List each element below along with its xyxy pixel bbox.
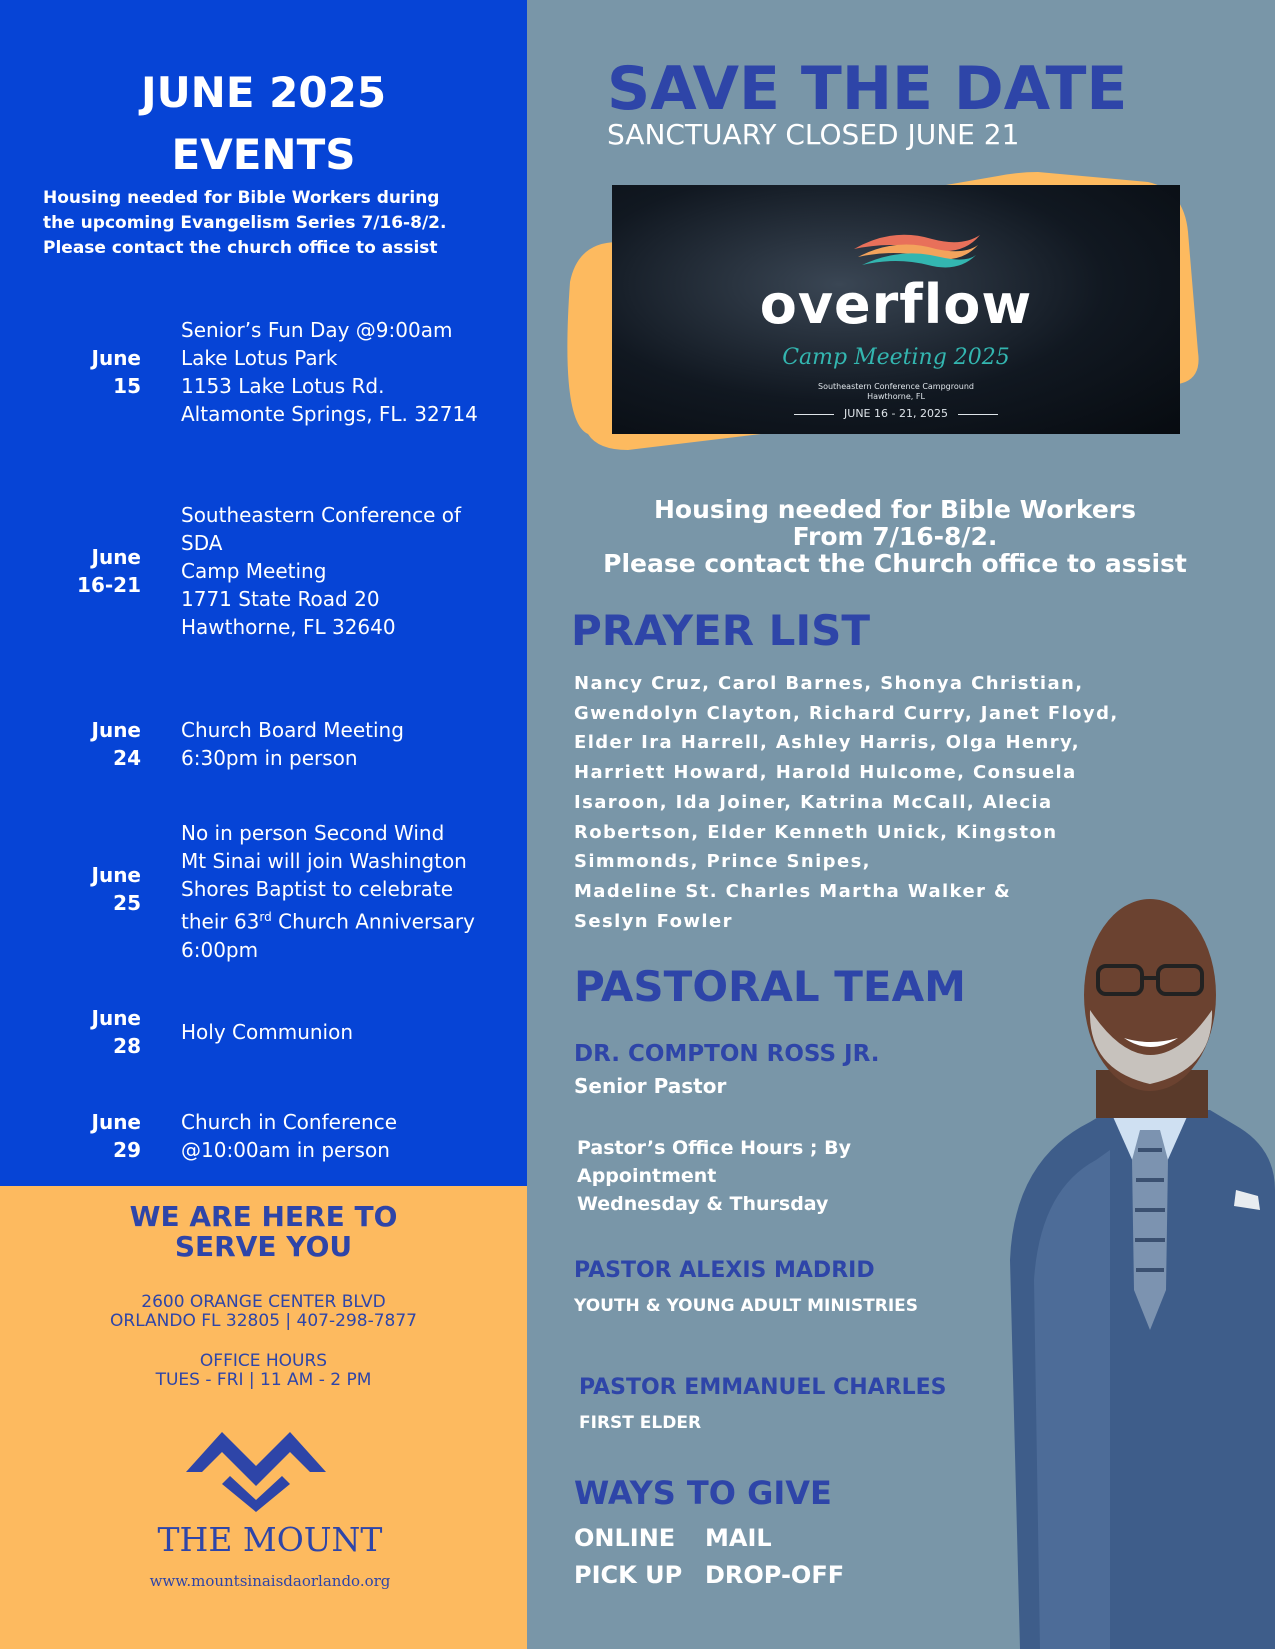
events-note-line: the upcoming Evangelism Series 7/16-8/2. xyxy=(43,213,447,233)
serve-title-line1: WE ARE HERE TO xyxy=(129,1200,398,1233)
first-elder-name: PASTOR EMMANUEL CHARLES xyxy=(579,1375,947,1400)
give-pickup: PICK UP xyxy=(574,1561,683,1589)
event-line: Senior’s Fun Day @9:00am xyxy=(181,318,453,342)
event-description xyxy=(181,716,511,772)
event-date-month: June xyxy=(91,718,141,742)
give-mail: MAIL xyxy=(705,1524,772,1552)
event-date-month: June xyxy=(91,1006,141,1030)
event-line: Lake Lotus Park xyxy=(181,346,338,370)
prayer-line: Elder Ira Harrell, Ashley Harris, Olga Henry, xyxy=(574,732,1081,754)
banner-dates: JUNE 16 - 21, 2025 xyxy=(612,407,1180,420)
event-date-day: 28 xyxy=(113,1034,141,1058)
events-note-line: Housing needed for Bible Workers during xyxy=(43,188,440,208)
event-date-month: June xyxy=(91,346,141,370)
event-date xyxy=(0,1108,141,1164)
events-title-line1: JUNE 2025 xyxy=(140,68,387,117)
event-date xyxy=(0,716,141,772)
housing-line: From 7/16-8/2. xyxy=(792,522,998,551)
event-date-day: 29 xyxy=(113,1138,141,1162)
event-date xyxy=(0,543,141,599)
event-description xyxy=(181,819,511,964)
senior-pastor-role: Senior Pastor xyxy=(574,1074,727,1098)
event-date xyxy=(0,861,141,917)
ordinal-suffix: rd xyxy=(259,910,272,924)
org-name: THE MOUNT xyxy=(157,1520,383,1559)
prayer-line: Simmonds, Prince Snipes, xyxy=(574,851,871,873)
office-hours xyxy=(0,1352,527,1390)
prayer-line: Harriett Howard, Harold Hulcome, Consuela xyxy=(574,762,1077,784)
ways-to-give-title: WAYS TO GIVE xyxy=(574,1474,832,1512)
website-link[interactable]: www.mountsinaisdaorlando.org xyxy=(149,1572,391,1590)
prayer-list-title: PRAYER LIST xyxy=(571,606,870,655)
events-title-line2: EVENTS xyxy=(171,130,356,179)
event-date-month: June xyxy=(91,1110,141,1134)
office-hours-line: Pastor’s Office Hours ; By xyxy=(577,1137,851,1159)
wave-logo-icon xyxy=(852,223,982,269)
banner-camp-meeting: Camp Meeting 2025 xyxy=(782,345,1010,370)
event-description xyxy=(181,316,511,428)
office-hours-line: Appointment xyxy=(577,1165,717,1187)
events-housing-note xyxy=(43,186,503,261)
save-the-date-subtitle: SANCTUARY CLOSED JUNE 21 xyxy=(607,118,1020,151)
prayer-line: Nancy Cruz, Carol Barnes, Shonya Christian, xyxy=(574,673,1084,694)
youth-pastor-name: PASTOR ALEXIS MADRID xyxy=(574,1258,875,1283)
event-line-part: Church Anniversary xyxy=(271,909,475,934)
pastor-office-hours xyxy=(577,1134,851,1218)
event-line: Southeastern Conference of xyxy=(181,503,462,527)
give-dropoff: DROP-OFF xyxy=(705,1561,845,1589)
prayer-line: Madeline St. Charles Martha Walker & xyxy=(574,880,1012,902)
banner-venue-line: Southeastern Conference Campground xyxy=(818,382,974,391)
event-line: 1153 Lake Lotus Rd. xyxy=(181,374,385,398)
events-title xyxy=(0,62,527,186)
event-line: @10:00am in person xyxy=(181,1138,390,1162)
event-date-day: 15 xyxy=(113,374,141,398)
give-online: ONLINE xyxy=(574,1524,676,1552)
housing-line: Please contact the Church office to assist xyxy=(603,549,1187,578)
serve-title-line2: SERVE YOU xyxy=(174,1230,353,1263)
banner-venue-line: Hawthorne, FL xyxy=(867,392,925,401)
event-line: 6:30pm in person xyxy=(181,746,358,770)
event-line xyxy=(181,903,511,936)
event-line: 6:00pm xyxy=(181,937,259,962)
banner-venue xyxy=(612,382,1180,402)
event-line: Church in Conference xyxy=(181,1110,398,1134)
events-panel xyxy=(0,0,527,1186)
prayer-line: Seslyn Fowler xyxy=(574,910,733,932)
mount-logo-icon xyxy=(186,1426,326,1512)
save-the-date-title: SAVE THE DATE xyxy=(607,54,1128,124)
event-date-day: 25 xyxy=(113,891,141,915)
office-hours-value: TUES - FRI | 11 AM - 2 PM xyxy=(155,1370,372,1390)
event-date-day: 16-21 xyxy=(77,573,141,597)
events-note-line: Please contact the church office to assist xyxy=(43,238,438,258)
event-date-month: June xyxy=(91,863,141,887)
event-line: 1771 State Road 20 xyxy=(181,587,380,611)
event-line: Altamonte Springs, FL. 32714 xyxy=(181,402,478,426)
event-line: Holy Communion xyxy=(181,1020,354,1044)
event-description xyxy=(181,1018,511,1046)
housing-notice xyxy=(560,496,1230,577)
event-date-day: 24 xyxy=(113,746,141,770)
church-address xyxy=(0,1293,527,1331)
prayer-line: Robertson, Elder Kenneth Unick, Kingston xyxy=(574,821,1058,843)
address-phone-line: ORLANDO FL 32805 | 407-298-7877 xyxy=(110,1311,417,1331)
pastor-photo xyxy=(1000,860,1275,1649)
youth-pastor-role: YOUTH & YOUNG ADULT MINISTRIES xyxy=(574,1296,919,1316)
prayer-line: Isaroon, Ida Joiner, Katrina McCall, Alecia xyxy=(574,791,1053,813)
office-hours-label: OFFICE HOURS xyxy=(199,1351,328,1371)
senior-pastor-name: DR. COMPTON ROSS JR. xyxy=(574,1041,880,1067)
event-date xyxy=(0,344,141,400)
overflow-camp-meeting-banner xyxy=(612,185,1180,434)
event-date xyxy=(0,1004,141,1060)
event-line: SDA xyxy=(181,531,223,555)
event-line: Shores Baptist to celebrate xyxy=(181,877,454,901)
event-line: Church Board Meeting xyxy=(181,718,404,742)
serve-title xyxy=(0,1202,527,1262)
event-description xyxy=(181,501,511,641)
event-line: Camp Meeting xyxy=(181,559,327,583)
office-hours-line: Wednesday & Thursday xyxy=(577,1193,829,1215)
first-elder-role: FIRST ELDER xyxy=(579,1413,702,1433)
banner-overflow-word: overflow xyxy=(759,273,1033,336)
pastoral-team-title: PASTORAL TEAM xyxy=(574,962,966,1011)
event-line-part: their 63 xyxy=(181,909,260,934)
event-description xyxy=(181,1108,511,1164)
address-line: 2600 ORANGE CENTER BLVD xyxy=(141,1292,386,1312)
event-date-month: June xyxy=(91,545,141,569)
housing-line: Housing needed for Bible Workers xyxy=(653,495,1137,524)
event-line: Hawthorne, FL 32640 xyxy=(181,615,396,639)
event-line: No in person Second Wind xyxy=(181,821,445,845)
prayer-line: Gwendolyn Clayton, Richard Curry, Janet Floyd, xyxy=(574,702,1119,724)
event-line: Mt Sinai will join Washington xyxy=(181,849,467,873)
